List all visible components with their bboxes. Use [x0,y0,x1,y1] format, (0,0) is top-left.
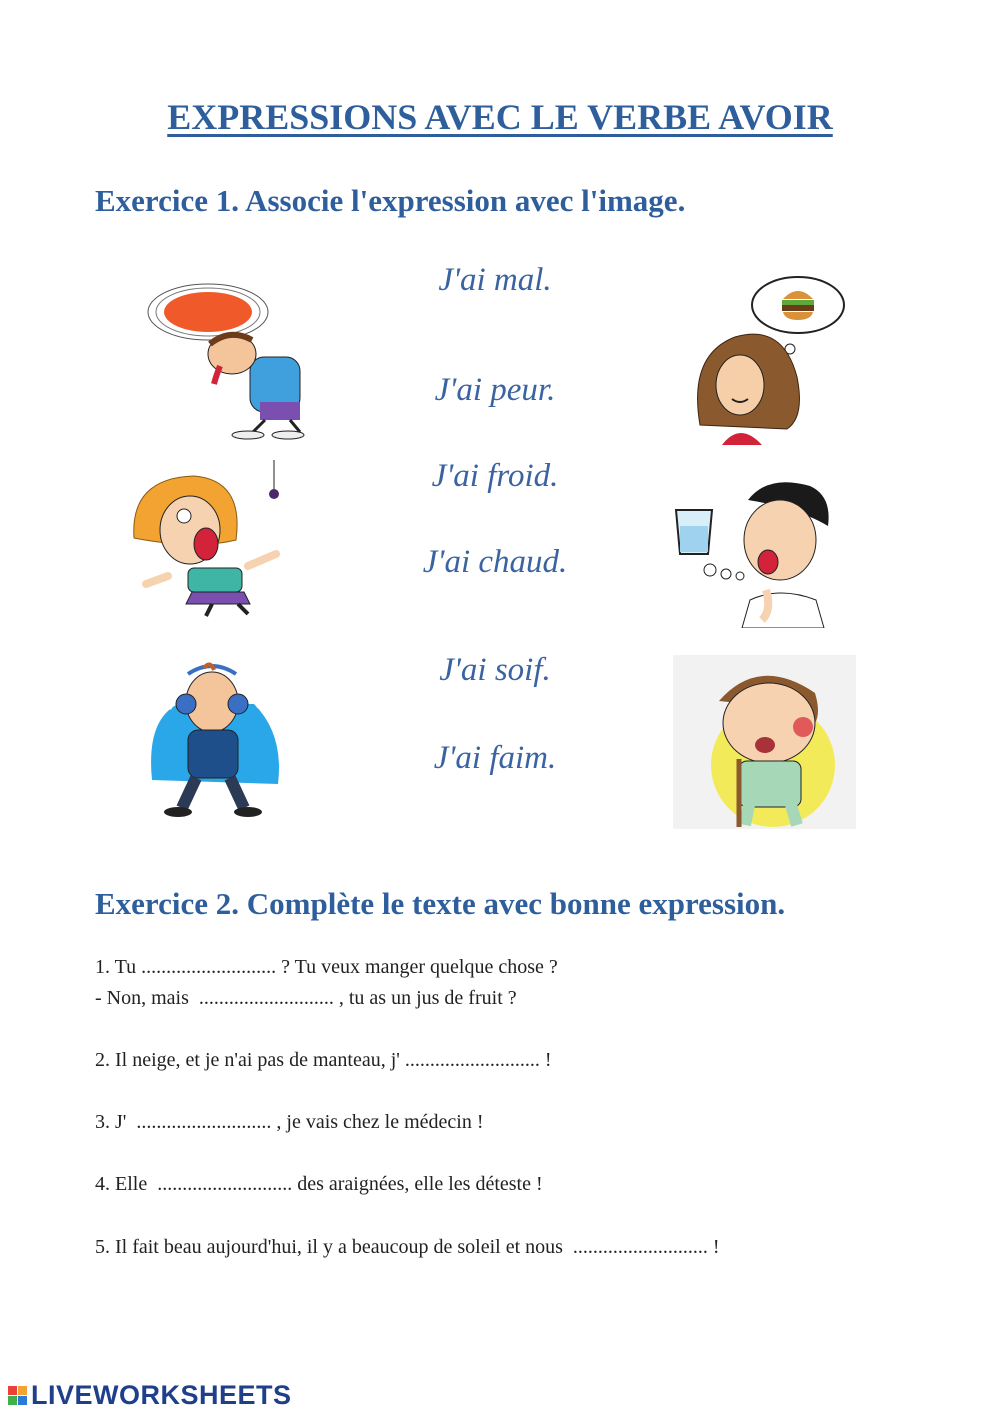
exercise1-heading: Exercice 1. Associe l'expression avec l'image. [95,183,686,218]
thirsty-boy-icon [668,470,843,628]
expression-2: J'ai peur. [434,372,556,408]
hot-person-icon [140,282,310,442]
exercise2-line-1[interactable]: 1. Tu ........................... ? Tu veux manger quelque chose ? [95,956,558,978]
expression-1: J'ai mal. [438,262,552,298]
hungry-girl-icon [688,275,853,445]
exercise2-line-2[interactable]: 2. Il neige, et je n'ai pas de manteau, j' ........................... ! [95,1049,552,1071]
liveworksheets-cube-icon [8,1386,27,1405]
expression-5: J'ai soif. [439,652,551,688]
page-title: EXPRESSIONS AVEC LE VERBE AVOIR [167,97,833,137]
cold-man-icon [148,660,283,820]
scared-girl-spider-icon [128,458,293,618]
exercise2-heading: Exercice 2. Complète le texte avec bonne expression. [95,886,786,921]
exercise2-line-4[interactable]: 4. Elle ........................... des araignées, elle les déteste ! [95,1173,543,1195]
expression-4: J'ai chaud. [422,544,568,580]
brand-text: LIVEWORKSHEETS [31,1380,292,1410]
expression-3: J'ai froid. [431,458,559,494]
hurt-boy-icon [673,655,856,829]
exercise2-line-1b[interactable]: - Non, mais ........................... , tu as un jus de fruit ? [95,987,517,1009]
expression-6: J'ai faim. [433,740,557,776]
liveworksheets-logo[interactable] [8,1380,292,1411]
exercise2-line-5[interactable]: 5. Il fait beau aujourd'hui, il y a beaucoup de soleil et nous ........................... ! [95,1236,720,1258]
exercise2-line-3[interactable]: 3. J' ........................... , je vais chez le médecin ! [95,1111,484,1133]
